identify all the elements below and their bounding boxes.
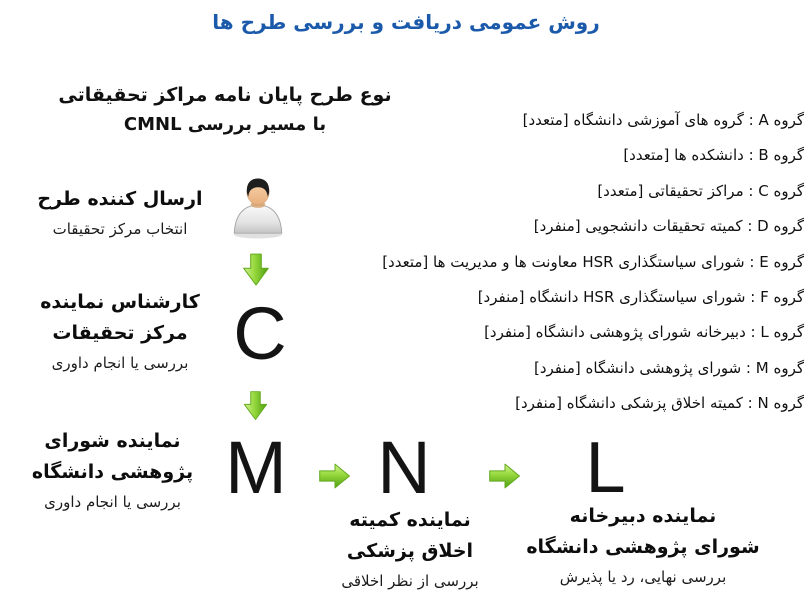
letter-c: C — [233, 292, 287, 375]
secretariat-title-line1: نماینده دبیرخانه — [569, 505, 717, 527]
down-arrow-icon — [241, 252, 271, 288]
sender-title: ارسال کننده طرح — [37, 188, 203, 210]
expert-title-line2: مرکز تحقیقات — [52, 321, 188, 344]
group-item-c: گروه C : مراکز تحقیقاتی [متعدد] — [597, 181, 804, 200]
group-item-a: گروه A : گروه های آموزشی دانشگاه [متعدد] — [522, 111, 804, 129]
right-arrow-icon — [488, 461, 522, 491]
group-item-e: گروه E : شورای سیاستگذاری HSR معاونت ها و مدیریت ها [متعدد] — [382, 252, 804, 271]
group-item-d: گروه D : کمیته تحقیقات دانشجویی [منفرد] — [533, 217, 804, 236]
group-item-f: گروه F : شورای سیاستگذاری HSR دانشگاه [منفرد] — [477, 287, 804, 306]
right-arrow-icon — [318, 461, 352, 491]
ethics-title-line2: اخلاق پزشکی — [346, 539, 474, 562]
secretariat-label — [508, 501, 778, 586]
group-item-m: گروه M : شورای پژوهشی دانشگاه [منفرد] — [533, 358, 804, 377]
letter-n: N — [377, 426, 431, 509]
group-item-n: گروه N : کمیته اخلاق پزشکی دانشگاه [منفرد] — [515, 394, 804, 413]
letter-m: M — [225, 426, 287, 509]
secretariat-title-line2: شورای پژوهشی دانشگاه — [526, 535, 760, 558]
groups-list — [382, 103, 804, 422]
group-item-b: گروه B : دانشکده ها [متعدد] — [623, 146, 804, 165]
research-council-label — [5, 426, 220, 511]
ethics-note: بررسی از نظر اخلاقی — [341, 571, 479, 590]
user-icon — [227, 175, 289, 241]
down-arrow-icon — [242, 389, 269, 423]
council-title-line2: پژوهشی دانشگاه — [31, 460, 194, 483]
council-title-line1: نماینده شورای — [44, 430, 181, 452]
secretariat-note: بررسی نهایی، رد یا پذیرش — [559, 567, 727, 586]
sender-note: انتخاب مرکز تحقیقات — [52, 219, 188, 238]
ethics-title-line1: نماینده کمیته — [349, 509, 471, 531]
ethics-committee-label — [315, 505, 505, 590]
expert-label — [15, 287, 225, 372]
sender-label — [15, 184, 225, 238]
expert-note: بررسی یا انجام داوری — [51, 353, 189, 372]
group-item-l: گروه L : دبیرخانه شورای پژوهشی دانشگاه [منفرد] — [484, 323, 804, 342]
subtitle-line1: نوع طرح پایان نامه مراکز تحقیقاتی — [58, 84, 392, 106]
expert-title-line1: کارشناس نماینده — [40, 291, 200, 313]
council-note: بررسی یا انجام داوری — [44, 492, 181, 511]
diagram-subtitle — [55, 84, 395, 135]
page-title: روش عمومی دریافت و بررسی طرح ها — [212, 10, 600, 34]
subtitle-line2: با مسیر بررسی CMNL — [123, 114, 327, 135]
letter-l: L — [585, 428, 626, 508]
